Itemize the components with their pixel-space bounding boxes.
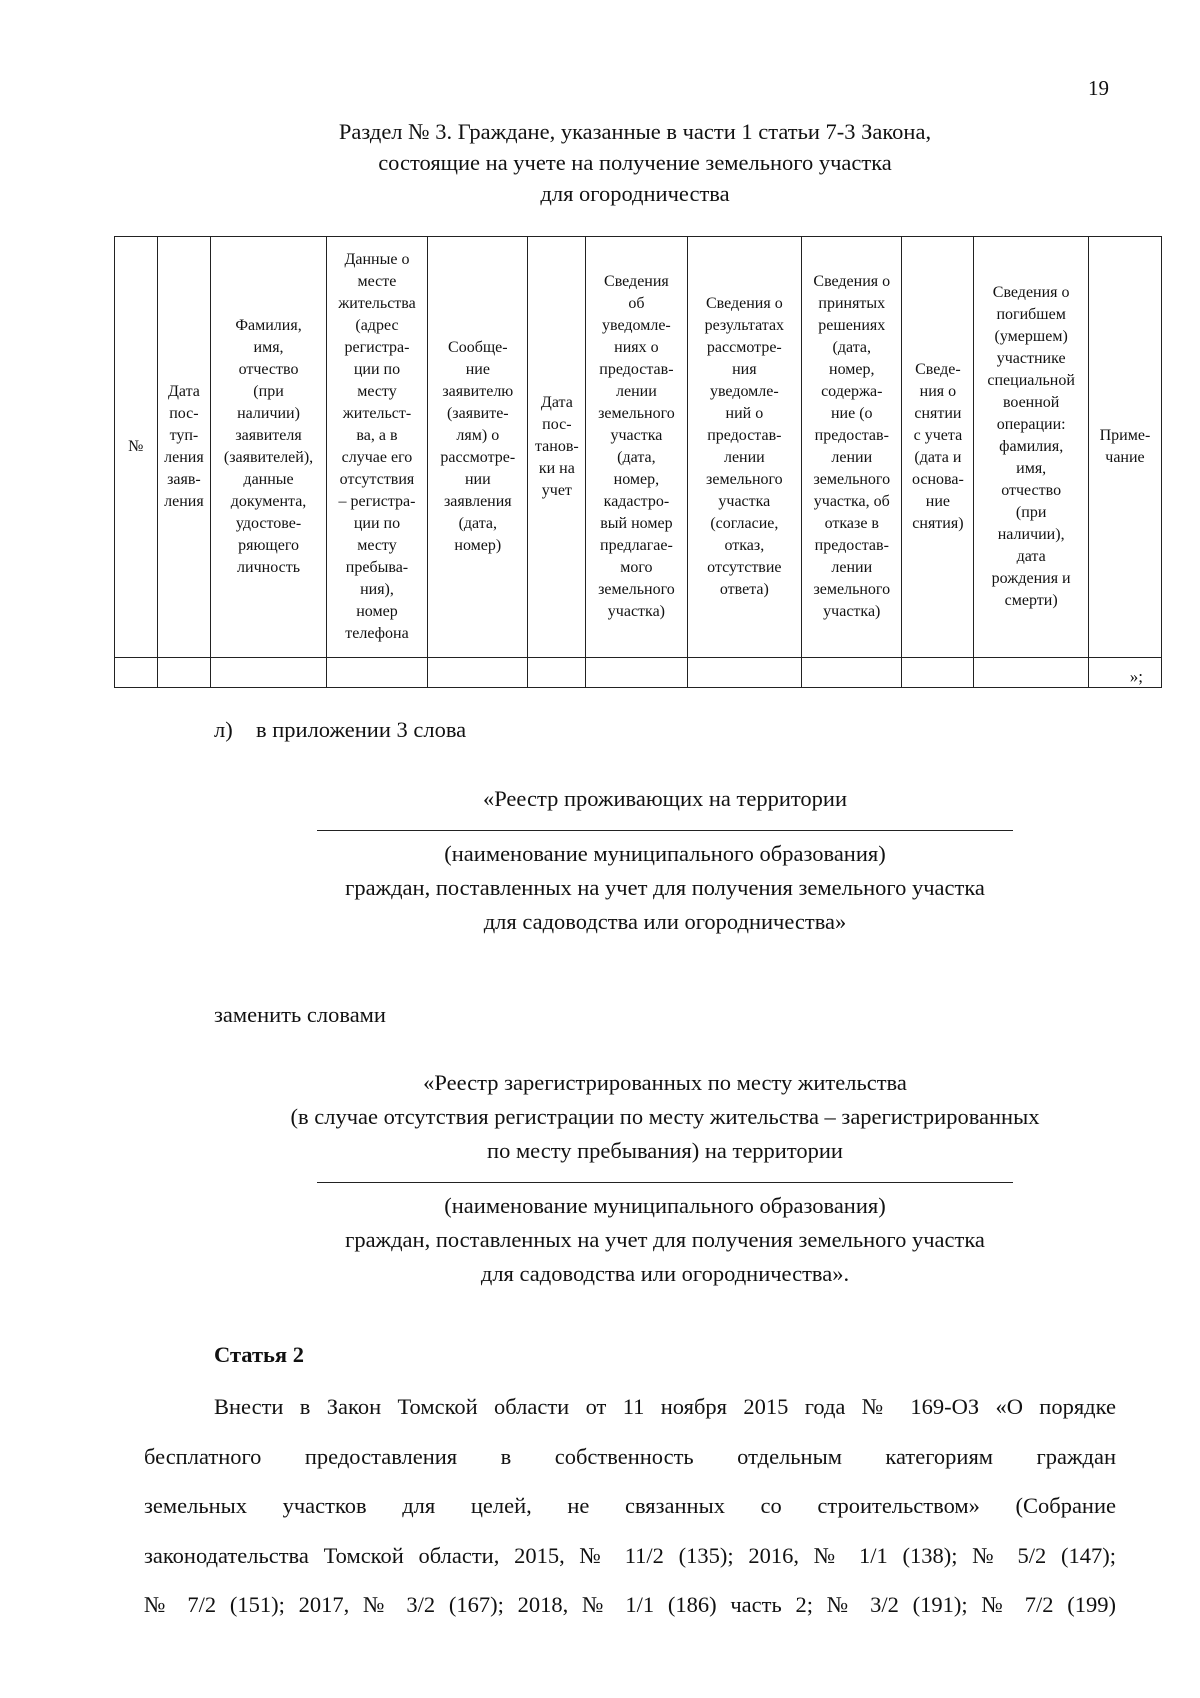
table-cell bbox=[687, 658, 802, 688]
table-cell bbox=[902, 658, 974, 688]
header-residence-data: Данные о месте жительства (адрес регистра- ции по месту жительст- ва, а в случае его отсутствия – регистра- ции по месту пребыва- ния), номер телефона bbox=[326, 237, 427, 658]
quote-line: «Реестр проживающих на территории bbox=[482, 786, 848, 811]
article-line: Внести в Закон Томской области от 11 ноября 2015 года № 169-ОЗ «О порядке bbox=[214, 1394, 1116, 1419]
header-notification-info: Сведения об уведомле- ниях о предостав- лении земельного участка (дата, номер, кадастро- вый номер предлагае- мого земельного участка) bbox=[586, 237, 687, 658]
header-note: Приме- чание bbox=[1088, 237, 1161, 658]
quote-line: для садоводства или огородничества» bbox=[483, 909, 847, 934]
blank-fill-line bbox=[317, 1174, 1013, 1183]
header-number: № bbox=[115, 237, 158, 658]
article-line: бесплатного предоставления в собственность отдельным категориям граждан bbox=[144, 1443, 1116, 1469]
header-decisions: Сведения о принятых решениях (дата, номер, содержа- ние (о предостав- лении земельного участка, об отказе в предостав- лении земельного участка) bbox=[802, 237, 902, 658]
table-cell bbox=[974, 658, 1089, 688]
page-number: 19 bbox=[1088, 76, 1109, 100]
table-row bbox=[115, 658, 1162, 688]
quote-line: граждан, поставленных на учет для получения земельного участка bbox=[345, 1227, 985, 1252]
section-title-line: Раздел № 3. Граждане, указанные в части 1 статьи 7-3 Закона, bbox=[338, 119, 932, 144]
section-title-line: состоящие на учете на получение земельного участка bbox=[378, 150, 892, 175]
table-cell bbox=[157, 658, 211, 688]
registry-table bbox=[114, 236, 1162, 688]
table-cell bbox=[115, 658, 158, 688]
article-heading: Статья 2 bbox=[214, 1342, 304, 1367]
closing-quote-mark: »; bbox=[1088, 658, 1161, 688]
header-deceased-participant: Сведения о погибшем (умершем) участнике специальной военной операции: фамилия, имя, отчество (при наличии), дата рождения и смерти) bbox=[974, 237, 1089, 658]
quote-line: (в случае отсутствия регистрации по месту жительства – зарегистрированных bbox=[290, 1104, 1040, 1129]
section-title bbox=[160, 116, 1110, 209]
article-line: № 7/2 (151); 2017, № 3/2 (167); 2018, № 1/1 (186) часть 2; № 3/2 (191); № 7/2 (199) bbox=[144, 1592, 1116, 1617]
paragraph-marker: л) bbox=[214, 717, 233, 742]
section-title-line: для огородничества bbox=[540, 181, 730, 206]
article-line: законодательства Томской области, 2015, № 11/2 (135); 2016, № 1/1 (138); № 5/2 (147); bbox=[144, 1542, 1116, 1568]
header-applicant-notice: Сообще- ние заявителю (заявите- лям) о рассмотре- нии заявления (дата, номер) bbox=[428, 237, 528, 658]
header-application-date: Дата пос- туп- ления заяв- ления bbox=[157, 237, 211, 658]
table-cell bbox=[326, 658, 427, 688]
replace-label: заменить словами bbox=[214, 1002, 386, 1027]
header-deregistration: Сведе- ния о снятии с учета (дата и основа- ние снятия) bbox=[902, 237, 974, 658]
header-registration-date: Дата пос- танов- ки на учет bbox=[528, 237, 586, 658]
table-cell bbox=[586, 658, 687, 688]
quote-line: «Реестр зарегистрированных по месту жительства bbox=[423, 1070, 907, 1095]
quote-line: по месту пребывания) на территории bbox=[487, 1138, 843, 1163]
article-body bbox=[144, 1382, 1116, 1630]
quote-old-title bbox=[160, 782, 1170, 939]
table-header-row bbox=[115, 237, 1162, 658]
quote-new-title bbox=[160, 1066, 1170, 1291]
quote-caption: (наименование муниципального образования) bbox=[444, 1193, 886, 1218]
quote-line: для садоводства или огородничества». bbox=[480, 1261, 850, 1286]
header-applicant-name: Фамилия, имя, отчество (при наличии) заявителя (заявителей), данные документа, удостове- ряющего личность bbox=[211, 237, 327, 658]
quote-caption: (наименование муниципального образования) bbox=[444, 841, 886, 866]
paragraph-text: в приложении 3 слова bbox=[256, 717, 467, 742]
blank-fill-line bbox=[317, 822, 1013, 831]
table-cell bbox=[528, 658, 586, 688]
paragraph-l bbox=[214, 717, 466, 743]
header-review-results: Сведения о результатах рассмотре- ния уведомле- ний о предостав- лении земельного участка (согласие, отказ, отсутствие ответа) bbox=[687, 237, 802, 658]
table-cell bbox=[211, 658, 327, 688]
table-cell bbox=[428, 658, 528, 688]
article-line: земельных участков для целей, не связанных со строительством» (Собрание bbox=[144, 1493, 1116, 1518]
quote-line: граждан, поставленных на учет для получения земельного участка bbox=[345, 875, 985, 900]
table-cell bbox=[802, 658, 902, 688]
